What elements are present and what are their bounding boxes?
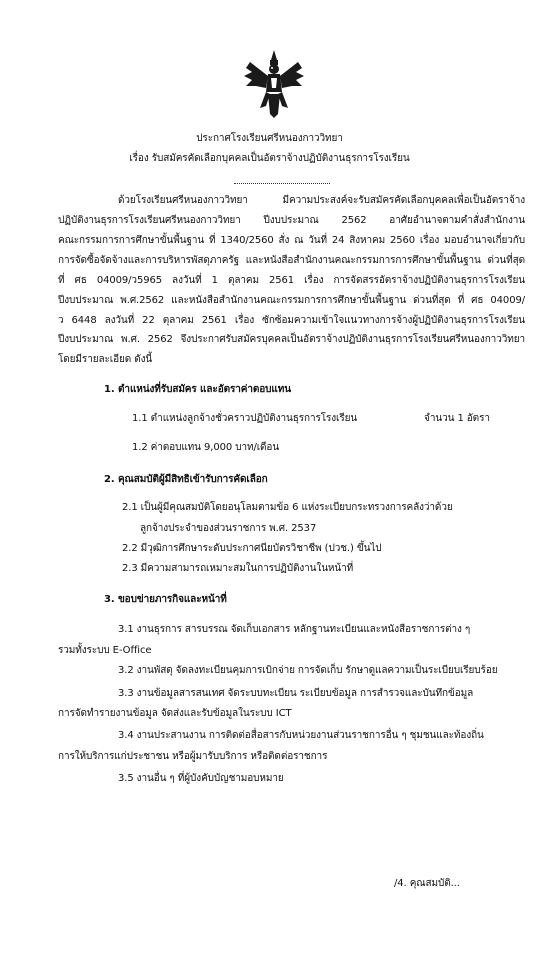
section1-item1: 1.1 ตำแหน่งลูกจ้างชั่วคราวปฏิบัติงานธุรการโรงเรียน [132, 413, 358, 424]
section1-heading: 1. ตำแหน่งที่รับสมัคร และอัตราค่าตอบแทน [104, 384, 292, 395]
section3-item1-cont: รวมทั้งระบบ E-Office [58, 645, 152, 656]
announcement-subject: เรื่อง รับสมัครคัดเลือกบุคคลเป็นอัตราจ้างปฏิบัติงานธุรการโรงเรียน [129, 153, 410, 164]
section3-item4: 3.4 งานประสานงาน การติดต่อสื่อสารกับหน่วยงานส่วนราชการอื่น ๆ ชุมชนและท้องถิ่น [118, 730, 484, 741]
intro-line: ที่ ศธ 04009/ว5965 ลงวันที่ 1 ตุลาคม 2561 เรื่อง การจัดสรรอัตราจ้างปฏิบัติงานธุรการโรงเรียน [58, 275, 525, 286]
intro-line: ว 6448 ลงวันที่ 22 ตุลาคม 2561 เรื่อง ซักซ้อมความเข้าใจแนวทางการจ้างผู้ปฏิบัติงานธุรการโรงเรียน [58, 315, 525, 326]
page-continuation: /4. คุณสมบัติ... [394, 878, 460, 889]
section3-item3: 3.3 งานข้อมูลสารสนเทศ จัดระบบทะเบียน ระเบียบข้อมูล การสำรวจและบันทึกข้อมูล [118, 688, 474, 699]
section1-item1-count: จำนวน 1 อัตรา [424, 413, 490, 424]
intro-line: ปีงบประมาณ พ.ศ.2562 และหนังสือสำนักงานคณะกรรมการการศึกษาขั้นพื้นฐาน ด่วนที่สุด ที่ ศธ 04009/ [58, 295, 525, 306]
intro-line: การจัดซื้อจัดจ้างและการบริหารพัสดุภาครัฐ และหนังสือสำนักงานคณะกรรมการการศึกษาขั้นพื้นฐาน ด่วนที่สุด [58, 255, 525, 266]
intro-line: ปีงบประมาณ พ.ศ. 2562 จึงประกาศรับสมัครบุคคลเป็นอัตราจ้างปฏิบัติงานธุรการโรงเรียนศรีหนองกาววิทยา [58, 334, 525, 345]
section2-item2: 2.2 มีวุฒิการศึกษาระดับประกาศนียบัตรวิชาชีพ (ปวช.) ขึ้นไป [122, 543, 382, 554]
section2-item1-cont: ลูกจ้างประจำของส่วนราชการ พ.ศ. 2537 [140, 523, 317, 534]
section3-item5: 3.5 งานอื่น ๆ ที่ผู้บังคับบัญชามอบหมาย [118, 773, 284, 784]
announcement-title: ประกาศโรงเรียนศรีหนองกาววิทยา [196, 133, 343, 144]
intro-line: ปฏิบัติงานธุรการโรงเรียนศรีหนองกาววิทยา ปีงบประมาณ 2562 อาศัยอำนาจตามคำสั่งสำนักงาน [58, 215, 525, 226]
section3-item3-cont: การจัดทำรายงานข้อมูล จัดส่งและรับข้อมูลในระบบ ICT [58, 708, 292, 719]
garuda-emblem-icon [244, 48, 304, 118]
section3-item1: 3.1 งานธุรการ สารบรรณ จัดเก็บเอกสาร หลักฐานทะเบียนและหนังสือราชการต่าง ๆ [118, 624, 471, 635]
title-separator [234, 183, 330, 184]
section2-heading: 2. คุณสมบัติผู้มีสิทธิเข้ารับการคัดเลือก [104, 474, 268, 485]
section1-item2: 1.2 ค่าตอบแทน 9,000 บาท/เดือน [132, 442, 280, 453]
section3-item4-cont: การให้บริการแก่ประชาชน หรือผู้มารับบริการ หรือติดต่อราชการ [58, 751, 328, 762]
section2-item1: 2.1 เป็นผู้มีคุณสมบัติโดยอนุโลมตามข้อ 6 แห่งระเบียบกระทรวงการคลังว่าด้วย [122, 502, 453, 513]
section3-item2: 3.2 งานพัสดุ จัดลงทะเบียนคุมการเบิกจ่าย การจัดเก็บ รักษาดูแลความเป็นระเบียบเรียบร้อย [118, 665, 498, 676]
intro-line: ด้วยโรงเรียนศรีหนองกาววิทยา มีความประสงค์จะรับสมัครคัดเลือกบุคคลเพื่อเป็นอัตราจ้าง [118, 195, 525, 206]
section2-item3: 2.3 มีความสามารถเหมาะสมในการปฏิบัติงานในหน้าที่ [122, 563, 354, 574]
section3-heading: 3. ขอบข่ายภารกิจและหน้าที่ [104, 594, 227, 605]
intro-line: คณะกรรมการการศึกษาขั้นพื้นฐาน ที่ 1340/2560 สั่ง ณ วันที่ 24 สิงหาคม 2560 เรื่อง มอบอำนาจเกี่ยวกับ [58, 235, 525, 246]
intro-line: โดยมีรายละเอียด ดังนี้ [58, 354, 153, 365]
